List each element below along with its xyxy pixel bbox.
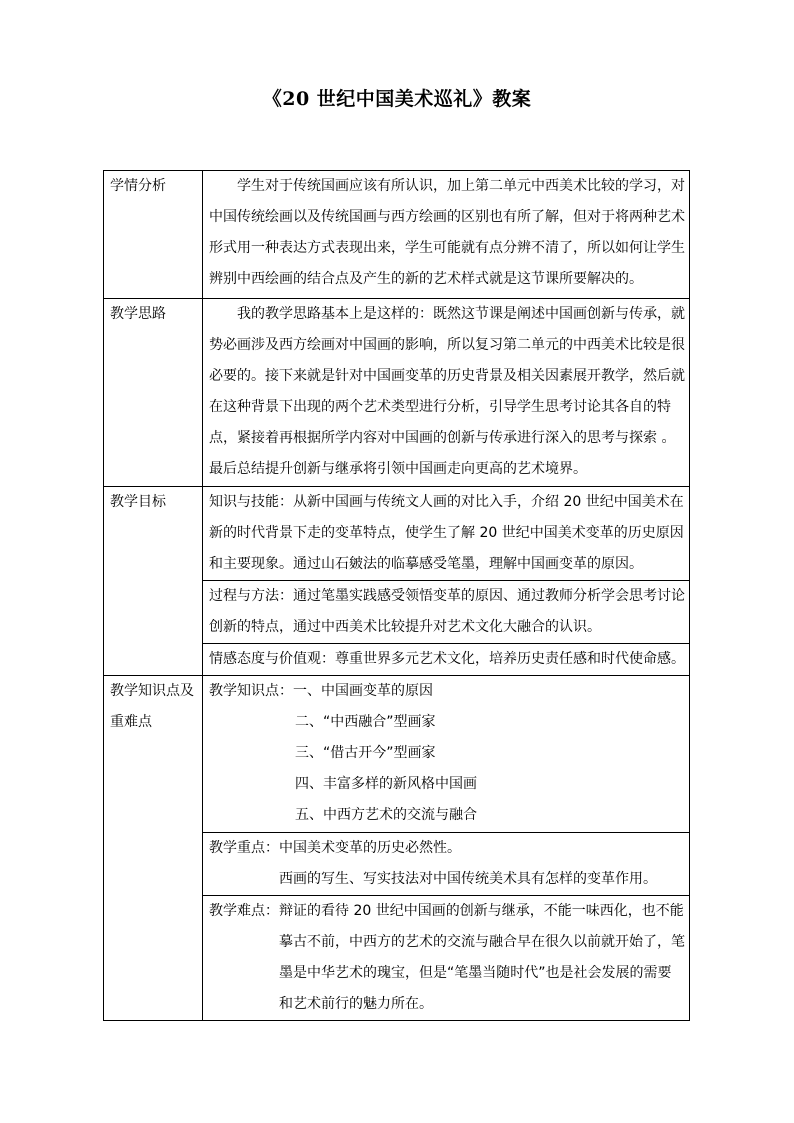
table-row-approach [104, 299, 690, 487]
goals-emotion-cell [203, 644, 690, 676]
table-row-knowledge-points [104, 676, 690, 833]
row-label-approach: 教学思路 [104, 299, 203, 487]
goals-knowledge-cell [203, 487, 690, 581]
focus-text-1: 中国美术变革的历史必然性。 [279, 840, 461, 856]
difficulty-text: 辩证的看待 20 世纪中国画的创新与继承，不能一味西化，也不能摹古不前，中西方的艺术的交流与融合早在很久以前就开始了，笔墨是中华艺术的瑰宝，但是“笔墨当随时代”也是社会发展的需要和艺术前行的魅力所在。 [279, 903, 685, 1012]
difficulty-cell [203, 896, 690, 1021]
knowledge-point-item: 三、“借古开今”型画家 [295, 745, 436, 761]
focus-cell [203, 833, 690, 896]
approach-text: 我的教学思路基本上是这样的：既然这节课是阐述中国画创新与传承，就势必画涉及西方绘画对中国画的影响，所以复习第二单元的中西美术比较是很必要的。接下来就是针对中国画变革的历史背景及相关因素展开教学，然后就在这种背景下出现的两个艺术类型进行分析，引导学生思考讨论其各自的特点，紧接着再根据所学内容对中国画的创新与传承进行深入的思考与探索 。最后总结提升创新与继承将引领中国画走向更高的艺术境界。 [209, 306, 685, 477]
label-line-2: 重难点 [110, 714, 152, 730]
row-label-goals: 教学目标 [104, 487, 203, 676]
goals-process-cell [203, 581, 690, 644]
table-row-goals-knowledge [104, 487, 690, 581]
knowledge-point-item: 五、中西方艺术的交流与融合 [295, 807, 477, 823]
goals-emotion-text: 情感态度与价值观：尊重世界多元艺术文化，培养历史责任感和时代使命感。 [209, 651, 685, 667]
goals-process-text: 过程与方法：通过笔墨实践感受领悟变革的原因、通过教师分析学会思考讨论创新的特点，通过中西美术比较提升对艺术文化大融合的认识。 [209, 588, 685, 635]
difficulty-label: 教学难点： [209, 903, 279, 919]
knowledge-point-first [209, 676, 685, 707]
knowledge-point-item: 二、“中西融合”型画家 [295, 714, 436, 730]
knowledge-points-cell [203, 676, 690, 833]
row-label-knowledge-points [104, 676, 203, 1021]
table-row-analysis [104, 171, 690, 299]
label-line-1: 教学知识点及 [110, 683, 194, 699]
focus-text-2: 西画的写生、写实技法对中国传统美术具有怎样的变革作用。 [279, 871, 657, 887]
focus-label: 教学重点： [209, 840, 279, 856]
knowledge-point-item: 四、丰富多样的新风格中国画 [295, 776, 477, 792]
focus-line-1 [209, 833, 685, 864]
analysis-cell [203, 171, 690, 299]
approach-cell [203, 299, 690, 487]
goals-knowledge-text: 知识与技能：从新中国画与传统文人画的对比入手，介绍 20 世纪中国美术在新的时代背景下走的变革特点，使学生了解 20 世纪中国美术变革的历史原因和主要现象。通过山石皴法的临摹感受笔墨，理解中国画变革的原因。 [209, 494, 684, 572]
analysis-text: 学生对于传统国画应该有所认识，加上第二单元中西美术比较的学习，对中国传统绘画以及传统国画与西方绘画的区别也有所了解，但对于将两种艺术形式用一种表达方式表现出来，学生可能就有点分辨不清了，所以如何让学生辨别中西绘画的结合点及产生的新的艺术样式就是这节课所要解决的。 [209, 178, 685, 287]
document-title: 《20 世纪中国美术巡礼》教案 [262, 88, 532, 110]
difficulty-block [209, 896, 685, 1020]
lesson-plan-table [103, 170, 690, 1021]
knowledge-point-item: 一、中国画变革的原因 [293, 683, 433, 699]
row-label-analysis: 学情分析 [104, 171, 203, 299]
knowledge-points-intro: 教学知识点： [209, 683, 293, 699]
